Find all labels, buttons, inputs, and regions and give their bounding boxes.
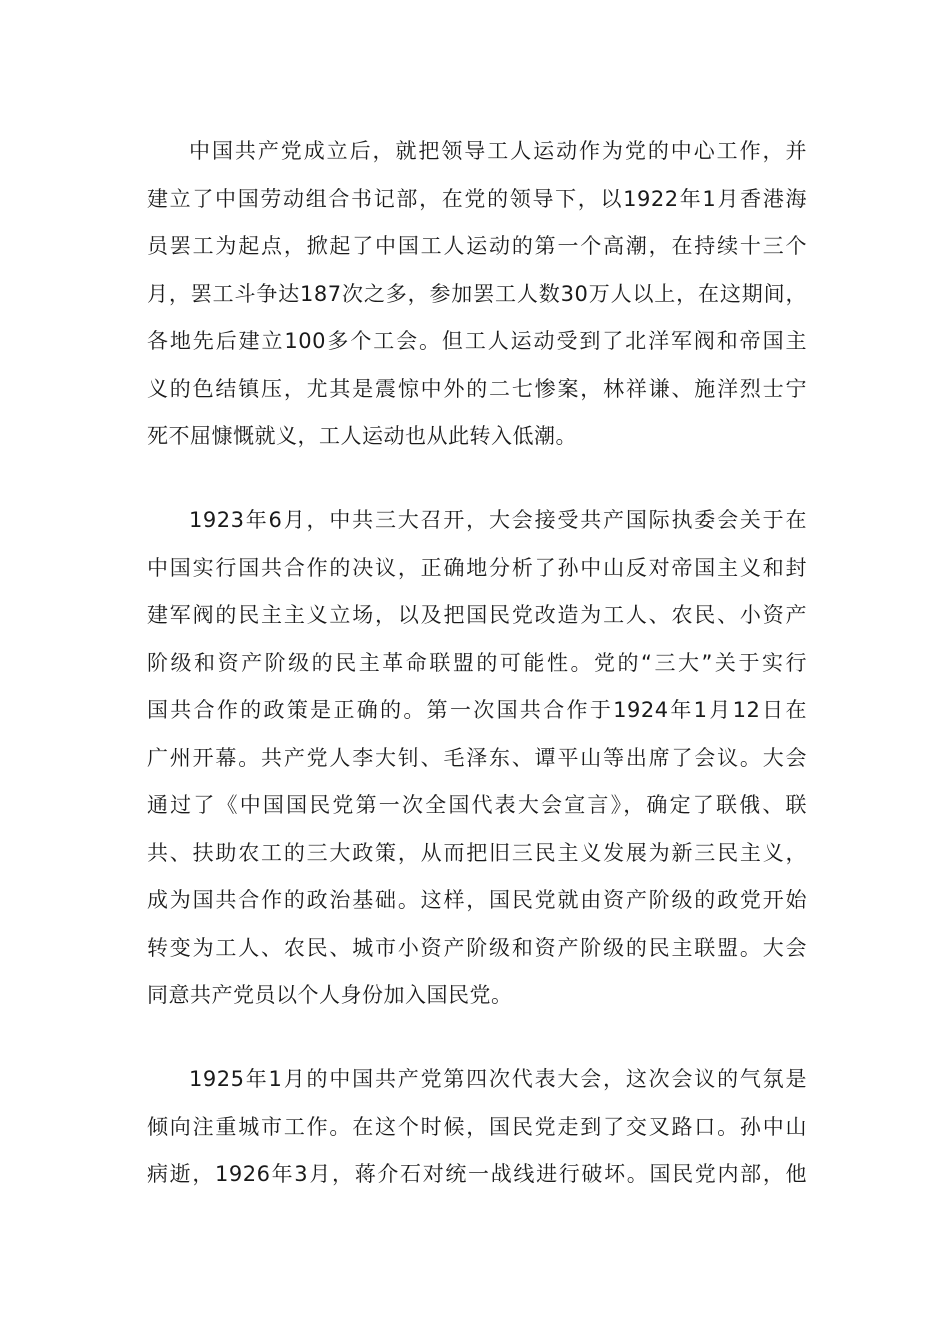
text-line: 阶级和资产阶级的民主革命联盟的可能性。党的“三大”关于实行 [147, 650, 807, 675]
text-line: 员罢工为起点，掀起了中国工人运动的第一个高潮，在持续十三个 [147, 234, 807, 258]
text-line: 月，罢工斗争达187次之多，参加罢工人数30万人以上，在这期间， [147, 281, 807, 306]
text-line: 成为国共合作的政治基础。这样，国民党就由资产阶级的政党开始 [147, 888, 807, 912]
text-line: 死不屈慷慨就义，工人运动也从此转入低潮。 [147, 424, 577, 448]
paragraph-labor-movement [147, 128, 807, 461]
text-line: 病逝，1926年3月，蒋介石对统一战线进行破坏。国民党内部，他 [147, 1162, 807, 1186]
text-line: 各地先后建立100多个工会。但工人运动受到了北洋军阀和帝国主 [147, 329, 807, 353]
document-body [147, 128, 807, 1235]
text-line: 1923年6月，中共三大召开，大会接受共产国际执委会关于在 [189, 508, 807, 532]
text-line: 建立了中国劳动组合书记部，在党的领导下，以1922年1月香港海 [147, 186, 807, 211]
text-line: 义的色结镇压，尤其是震惊中外的二七惨案，林祥谦、施洋烈士宁 [147, 376, 807, 401]
text-line: 转变为工人、农民、城市小资产阶级和资产阶级的民主联盟。大会 [147, 935, 807, 960]
text-line: 中国共产党成立后，就把领导工人运动作为党的中心工作，并 [189, 139, 807, 163]
text-line: 共、扶助农工的三大政策，从而把旧三民主义发展为新三民主义， [147, 840, 807, 865]
paragraph-kmt-cpc-cooperation [147, 497, 807, 1020]
text-line: 同意共产党员以个人身份加入国民党。 [147, 983, 513, 1007]
text-line: 倾向注重城市工作。在这个时候，国民党走到了交叉路口。孙中山 [147, 1114, 807, 1139]
text-line: 建军阀的民主主义立场，以及把国民党改造为工人、农民、小资产 [147, 603, 807, 627]
text-line: 国共合作的政策是正确的。第一次国共合作于1924年1月12日在 [147, 698, 807, 722]
text-line: 通过了《中国国民党第一次全国代表大会宣言》，确定了联俄、联 [147, 793, 807, 817]
text-line: 1925年1月的中国共产党第四次代表大会，这次会议的气氛是 [189, 1067, 807, 1091]
paragraph-fourth-congress [147, 1056, 807, 1199]
text-line: 广州开幕。共产党人李大钊、毛泽东、谭平山等出席了会议。大会 [147, 745, 807, 770]
text-line: 中国实行国共合作的决议，正确地分析了孙中山反对帝国主义和封 [147, 555, 807, 580]
